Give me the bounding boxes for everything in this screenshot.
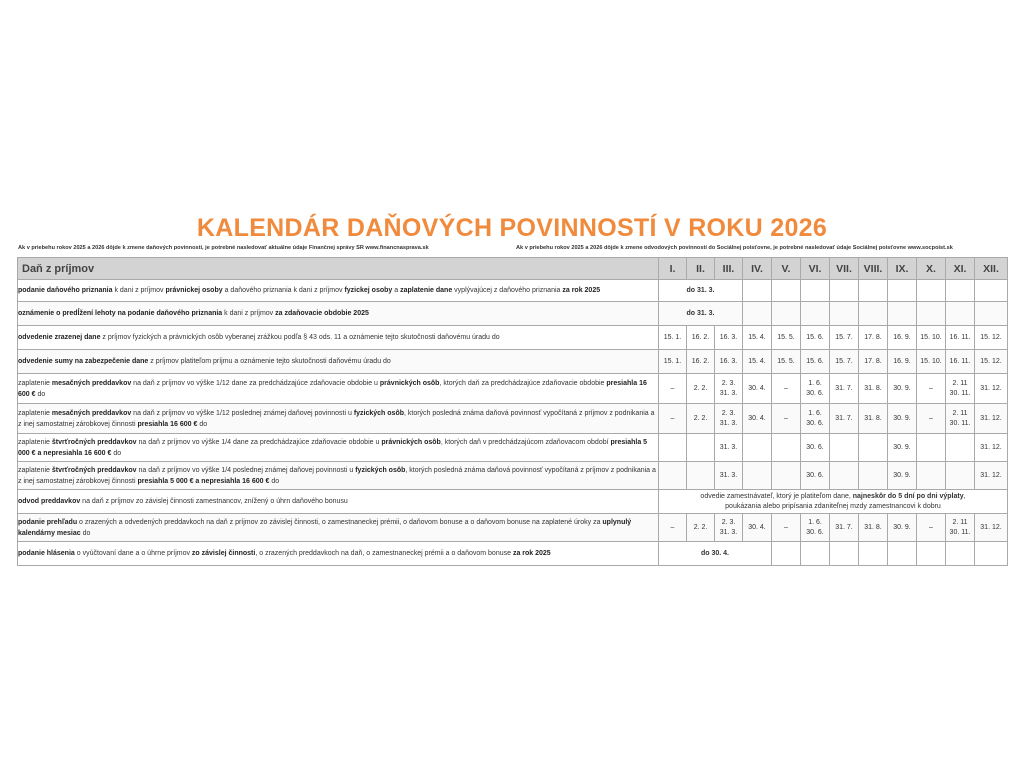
deadline-cell: 31. 12.: [975, 514, 1008, 542]
deadline-cell: 15. 12.: [975, 350, 1008, 374]
deadline-cell: [659, 434, 687, 462]
deadline-cell: 30. 6.: [801, 434, 830, 462]
deadline-cell: 30. 4.: [743, 514, 772, 542]
table-row: [18, 326, 1008, 350]
empty-cell: [801, 542, 830, 566]
deadline-cell: [687, 434, 715, 462]
empty-cell: [975, 302, 1008, 326]
empty-cell: [888, 280, 917, 302]
deadline-cell: 15. 7.: [830, 350, 859, 374]
deadline-cell: [946, 434, 975, 462]
table-header-row: [18, 258, 1008, 280]
deadline-cell: 2. 2.: [687, 374, 715, 404]
deadline-cell: [917, 434, 946, 462]
deadline-cell: 16. 2.: [687, 326, 715, 350]
empty-cell: [917, 542, 946, 566]
empty-cell: [946, 280, 975, 302]
empty-cell: [975, 542, 1008, 566]
deadline-cell: [830, 434, 859, 462]
deadline-cell: [687, 462, 715, 490]
deadline-cell: 31. 12.: [975, 374, 1008, 404]
empty-cell: [830, 542, 859, 566]
deadline-cell: –: [917, 374, 946, 404]
deadline-span-cell: do 31. 3.: [659, 302, 743, 326]
header-month: IV.: [743, 258, 772, 280]
tax-calendar-table: [17, 257, 1008, 566]
header-month: X.: [917, 258, 946, 280]
deadline-cell: 16. 2.: [687, 350, 715, 374]
deadline-cell: 16. 9.: [888, 350, 917, 374]
deadline-cell: [830, 462, 859, 490]
deadline-cell: –: [772, 374, 801, 404]
deadline-cell: [946, 462, 975, 490]
deadline-cell: 16. 9.: [888, 326, 917, 350]
deadline-cell: 31. 7.: [830, 514, 859, 542]
deadline-cell: 30. 4.: [743, 404, 772, 434]
table-row: [18, 302, 1008, 326]
deadline-cell: 31. 12.: [975, 462, 1008, 490]
deadline-cell: 15. 10.: [917, 350, 946, 374]
deadline-cell: 30. 9.: [888, 434, 917, 462]
table-row: [18, 350, 1008, 374]
table-row: [18, 514, 1008, 542]
deadline-cell: 2. 3. 31. 3.: [715, 404, 743, 434]
row-description: podanie daňového priznania k dani z príjmov právnickej osoby a daňového priznania k dani z príjmov fyzickej osoby a zaplatenie dane vyplývajúcej z daňového priznania za rok 2025: [18, 280, 659, 302]
table-row: [18, 374, 1008, 404]
deadline-cell: 31. 8.: [859, 514, 888, 542]
deadline-cell: 2. 2.: [687, 514, 715, 542]
empty-cell: [946, 542, 975, 566]
header-month: VIII.: [859, 258, 888, 280]
empty-cell: [743, 302, 772, 326]
deadline-cell: [859, 434, 888, 462]
row-description: podanie prehľadu o zrazených a odvedených preddavkoch na daň z príjmov zo závislej činnosti, o zamestnaneckej prémii, o daňovom bonuse a o daňovom bonuse na zaplatené úroky za uplynulý kalendárny mesiac do: [18, 514, 659, 542]
deadline-cell: [859, 462, 888, 490]
deadline-cell: 15. 7.: [830, 326, 859, 350]
deadline-cell: [743, 462, 772, 490]
note-financna-sprava: Ak v priebehu rokov 2025 a 2026 dôjde k zmene daňových povinností, je potrebné nasledovať aktuálne údaje Finančnej správy SR www.financnasprava.sk: [18, 245, 429, 251]
header-month: III.: [715, 258, 743, 280]
deadline-cell: 15. 6.: [801, 326, 830, 350]
deadline-cell: 16. 3.: [715, 350, 743, 374]
deadline-cell: –: [917, 514, 946, 542]
deadline-span-cell: odvedie zamestnávateľ, ktorý je platiteľom dane, najneskôr do 5 dní po dni výplaty, poukázania alebo pripísania zdaniteľnej mzdy zamestnancovi k dobru: [659, 490, 1008, 514]
row-description: zaplatenie mesačných preddavkov na daň z príjmov vo výške 1/12 dane za predchádzajúce zdaňovacie obdobie u právnických osôb, ktorých daň za predchádzajúce zdaňovacie obdobie presiahla 16 600 € do: [18, 374, 659, 404]
deadline-cell: 15. 5.: [772, 326, 801, 350]
deadline-cell: [659, 462, 687, 490]
deadline-cell: 30. 9.: [888, 462, 917, 490]
deadline-cell: 15. 12.: [975, 326, 1008, 350]
row-description: odvedenie sumy na zabezpečenie dane z príjmov platiteľom príjmu a oznámenie tejto skutočnosti daňovému úradu do: [18, 350, 659, 374]
deadline-cell: 15. 10.: [917, 326, 946, 350]
empty-cell: [859, 302, 888, 326]
deadline-cell: 16. 11.: [946, 326, 975, 350]
deadline-cell: 1. 6. 30. 6.: [801, 514, 830, 542]
empty-cell: [859, 542, 888, 566]
deadline-cell: 2. 2.: [687, 404, 715, 434]
empty-cell: [772, 280, 801, 302]
deadline-cell: –: [772, 514, 801, 542]
deadline-span-cell: do 30. 4.: [659, 542, 772, 566]
empty-cell: [772, 302, 801, 326]
deadline-cell: 30. 9.: [888, 374, 917, 404]
table-row: [18, 404, 1008, 434]
deadline-cell: –: [659, 514, 687, 542]
table-row: [18, 542, 1008, 566]
empty-cell: [830, 302, 859, 326]
deadline-cell: [772, 434, 801, 462]
table-body: [18, 280, 1008, 566]
header-tax-label: Daň z príjmov: [18, 258, 659, 280]
deadline-cell: –: [659, 404, 687, 434]
empty-cell: [975, 280, 1008, 302]
row-description: odvod preddavkov na daň z príjmov zo závislej činnosti zamestnancov, znížený o úhrn daňového bonusu: [18, 490, 659, 514]
deadline-cell: 31. 3.: [715, 434, 743, 462]
deadline-cell: 15. 6.: [801, 350, 830, 374]
table-row: [18, 434, 1008, 462]
header-month: XII.: [975, 258, 1008, 280]
empty-cell: [946, 302, 975, 326]
deadline-cell: 30. 4.: [743, 374, 772, 404]
empty-cell: [830, 280, 859, 302]
empty-cell: [801, 280, 830, 302]
deadline-cell: 15. 5.: [772, 350, 801, 374]
deadline-cell: 31. 7.: [830, 404, 859, 434]
deadline-span-cell: do 31. 3.: [659, 280, 743, 302]
deadline-cell: 15. 4.: [743, 350, 772, 374]
page-title: KALENDÁR DAŇOVÝCH POVINNOSTÍ V ROKU 2026: [196, 214, 828, 242]
header-month: VI.: [801, 258, 830, 280]
header-month: IX.: [888, 258, 917, 280]
deadline-cell: 31. 3.: [715, 462, 743, 490]
row-description: zaplatenie štvrťročných preddavkov na daň z príjmov vo výške 1/4 poslednej známej daňovej povinnosti u fyzických osôb, ktorých posledná známa daňová povinnosť vypočítaná z príjmov z podnikania a z inej samostatnej zárobkovej činnosti presiahla 5 000 € a nepresiahla 16 600 € do: [18, 462, 659, 490]
empty-cell: [772, 542, 801, 566]
row-description: oznámenie o predĺžení lehoty na podanie daňového priznania k dani z príjmov za zdaňovacie obdobie 2025: [18, 302, 659, 326]
header-month: VII.: [830, 258, 859, 280]
deadline-cell: 15. 4.: [743, 326, 772, 350]
row-description: podanie hlásenia o vyúčtovaní dane a o úhrne príjmov zo závislej činnosti, o zrazených preddavkoch na daň, o zamestnaneckej prémii a o daňovom bonuse za rok 2025: [18, 542, 659, 566]
deadline-cell: [772, 462, 801, 490]
empty-cell: [743, 280, 772, 302]
row-description: zaplatenie mesačných preddavkov na daň z príjmov vo výške 1/12 poslednej známej daňovej povinnosti u fyzických osôb, ktorých posledná známa daňová povinnosť vypočítaná z príjmov z podnikania a z inej samostatnej zárobkovej činnosti presiahla 16 600 € do: [18, 404, 659, 434]
header-month: V.: [772, 258, 801, 280]
deadline-cell: 2. 3. 31. 3.: [715, 374, 743, 404]
row-description: zaplatenie štvrťročných preddavkov na daň z príjmov vo výške 1/4 dane za predchádzajúce zdaňovacie obdobie u právnických osôb, ktorých daň v predchádzajúcom zdaňovacom období presiahla 5 000 € a nepresiahla 16 600 € do: [18, 434, 659, 462]
deadline-cell: 30. 9.: [888, 514, 917, 542]
deadline-cell: 31. 8.: [859, 404, 888, 434]
deadline-cell: 2. 11 30. 11.: [946, 374, 975, 404]
empty-cell: [859, 280, 888, 302]
deadline-cell: 1. 6. 30. 6.: [801, 374, 830, 404]
deadline-cell: 2. 11 30. 11.: [946, 404, 975, 434]
deadline-cell: 16. 11.: [946, 350, 975, 374]
table-row: [18, 280, 1008, 302]
header-month: I.: [659, 258, 687, 280]
deadline-cell: 30. 9.: [888, 404, 917, 434]
deadline-cell: 1. 6. 30. 6.: [801, 404, 830, 434]
deadline-cell: –: [659, 374, 687, 404]
header-month: XI.: [946, 258, 975, 280]
row-description: odvedenie zrazenej dane z príjmov fyzických a právnických osôb vyberanej zrážkou podľa § 43 ods. 11 a oznámenie tejto skutočnosti daňovému úradu do: [18, 326, 659, 350]
deadline-cell: 31. 7.: [830, 374, 859, 404]
deadline-cell: [743, 434, 772, 462]
deadline-cell: [917, 462, 946, 490]
table-row: [18, 490, 1008, 514]
deadline-cell: –: [917, 404, 946, 434]
deadline-cell: 2. 3. 31. 3.: [715, 514, 743, 542]
deadline-cell: 30. 6.: [801, 462, 830, 490]
deadline-cell: 31. 12.: [975, 404, 1008, 434]
deadline-cell: 15. 1.: [659, 350, 687, 374]
deadline-cell: 31. 12.: [975, 434, 1008, 462]
deadline-cell: 17. 8.: [859, 326, 888, 350]
deadline-cell: 31. 8.: [859, 374, 888, 404]
empty-cell: [888, 542, 917, 566]
deadline-cell: 15. 1.: [659, 326, 687, 350]
deadline-cell: 2. 11 30. 11.: [946, 514, 975, 542]
empty-cell: [917, 302, 946, 326]
empty-cell: [888, 302, 917, 326]
deadline-cell: 16. 3.: [715, 326, 743, 350]
table-row: [18, 462, 1008, 490]
empty-cell: [917, 280, 946, 302]
note-socialna-poistovna: Ak v priebehu rokov 2025 a 2026 dôjde k zmene odvodových povinností do Sociálnej poisťovne, je potrebné nasledovať údaje Sociálnej poisťovne www.socpoist.sk: [516, 245, 953, 251]
deadline-cell: –: [772, 404, 801, 434]
empty-cell: [801, 302, 830, 326]
deadline-cell: 17. 8.: [859, 350, 888, 374]
header-month: II.: [687, 258, 715, 280]
